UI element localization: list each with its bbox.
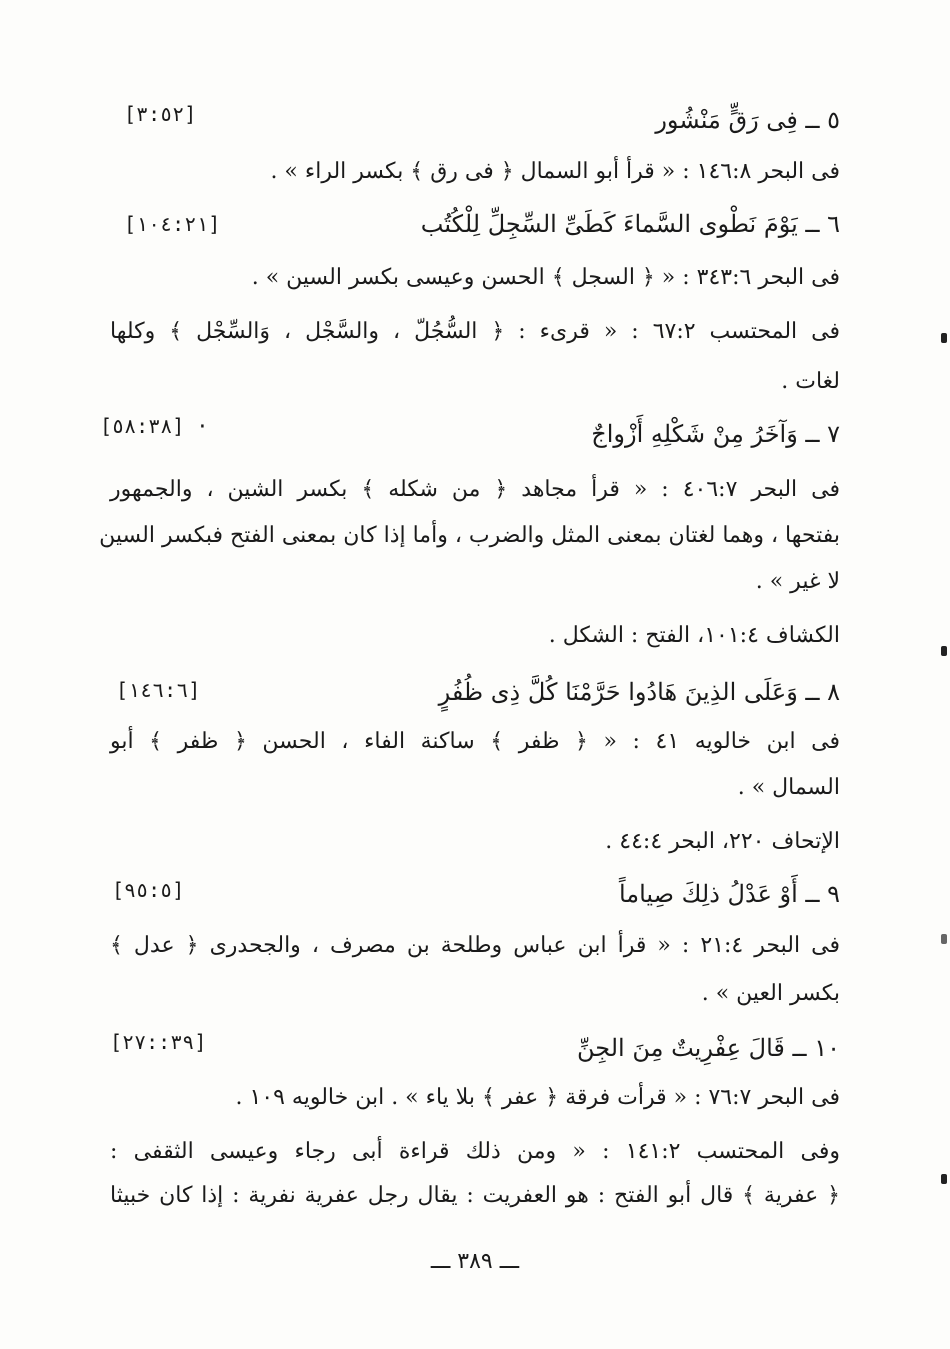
- commentary-line: السمال » .: [737, 775, 840, 800]
- commentary-line: وفى المحتسب ١٤١:٢ : « ومن ذلك قراءة أبى رجاء وعيسى الثقفى :: [110, 1139, 840, 1164]
- commentary-line: فى البحر ٣٤٣:٦ : « ﴿ السجل ﴾ الحسن وعيسى بكسر السين » .: [251, 265, 840, 290]
- ref-verse-10: [٣٩::٢٧]: [110, 1030, 207, 1054]
- verse-9: ٩ ــ أَوْ عَدْلُ ذلِكَ صِياماً: [618, 880, 840, 908]
- verse-6: ٦ ــ يَوْمَ نَطْوى السَّماءَ كَطَىِّ السِّجِلِّ لِلْكُتُب: [420, 210, 840, 238]
- verse-5: ٥ ــ فِى رَقٍّ مَنْشُور: [655, 106, 840, 134]
- margin-mark: [941, 646, 947, 656]
- commentary-line: بكسر العين » .: [701, 981, 840, 1006]
- commentary-line: بفتحها ، وهما لغتان بمعنى المثل والضرب ، وأما إذا كان بمعنى الفتح فبكسر السين: [99, 523, 840, 548]
- commentary-line: فى المحتسب ٦٧:٢ : « قرىء : ﴿ السُّجُلّ ، والسَّجْل ، وَالسِّجْل ﴾ وكلها: [110, 319, 840, 344]
- commentary-line: ﴿ عفرية ﴾ قال أبو الفتح : هو العفريت : يقال رجل عفرية نفرية : إذا كان خبيثا: [110, 1183, 840, 1208]
- commentary-line: لا غير » .: [755, 569, 840, 594]
- verse-7: ٧ ــ وَآخَرُ مِنْ شَكْلِهِ أَزْواجٌ: [591, 420, 840, 448]
- reference-line: الكشاف ١٠١:٤، الفتح : الشكل .: [548, 623, 840, 648]
- ref-verse-9: [٩٥:٥]: [112, 878, 185, 902]
- margin-mark: [941, 1174, 947, 1184]
- commentary-line: فى ابن خالويه ٤١ : « ﴿ ظفر ﴾ ساكنة الفاء ، الحسن ﴿ ظفر ﴾ أبو: [110, 729, 841, 754]
- page-number: ـــ ٣٨٩ ـــ: [430, 1249, 520, 1274]
- ref-verse-6: [١٠٤:٢١]: [124, 212, 221, 236]
- margin-mark: [941, 934, 947, 944]
- margin-mark: [941, 333, 947, 343]
- verse-10: ١٠ ــ قَالَ عِفْرِيتٌ مِنَ الجِنِّ: [576, 1034, 840, 1062]
- ref-verse-5: [٣:٥٢]: [124, 102, 197, 126]
- ref-verse-8: [١٤٦:٦]: [116, 678, 201, 702]
- commentary-line: لغات .: [781, 369, 840, 394]
- ref-verse-7: [٥٨:٣٨] ·: [100, 414, 209, 438]
- commentary-line: فى البحر ١٤٦:٨ : « قرأ أبو السمال ﴿ فى رق ﴾ بكسر الراء » .: [270, 159, 840, 184]
- verse-8: ٨ ــ وَعَلَى الذِينَ هَادُوا حَرَّمْنَا كُلَّ ذِى ظُفُرٍ: [438, 678, 840, 706]
- reference-line: الإتحاف ٢٢٠، البحر ٤٤:٤ .: [605, 829, 840, 854]
- commentary-line: فى البحر ٤٠٦:٧ : « قرأ مجاهد ﴿ من شكله ﴾ بكسر الشين ، والجمهور: [110, 477, 841, 502]
- commentary-line: فى البحر ٧٦:٧ : « قرأت فرقة ﴿ عفر ﴾ بلا ياء » . ابن خالويه ١٠٩ .: [235, 1085, 840, 1110]
- commentary-line: فى البحر ٢١:٤ : « قرأ ابن عباس وطلحة بن مصرف ، والجحدرى ﴿ عدل ﴾: [110, 933, 840, 958]
